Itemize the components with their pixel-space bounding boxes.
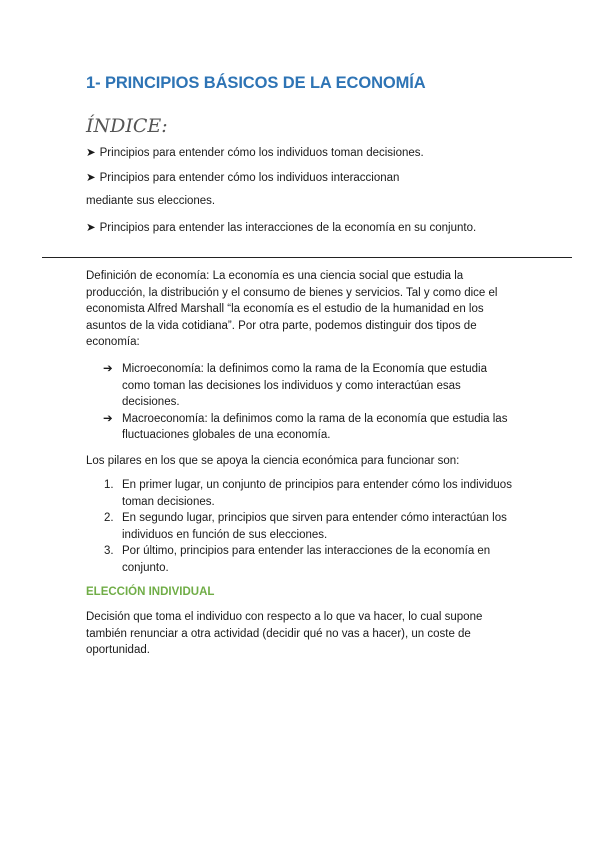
definition-paragraph: Definición de economía: La economía es una ciencia social que estudia la producción, la distribución y el consumo de bienes y servicios. Tal y como dice el economista Alfred Marshall “la economía es el estudio de la humanidad en los asuntos de la vida cotidiana”. Por otra parte, podemos distinguir dos tipos de economía: bbox=[86, 270, 498, 349]
horizontal-divider bbox=[42, 257, 572, 258]
arrow-bullet-icon: ➤ bbox=[86, 147, 96, 159]
list-item bbox=[86, 411, 516, 444]
index-item-2 bbox=[86, 170, 399, 184]
section-body: Decisión que toma el individuo con respecto a lo que va hacer, lo cual supone también renunciar a otra actividad (decidir qué no vas a hacer), un coste de oportunidad. bbox=[86, 611, 483, 657]
arrow-bullet-icon: ➤ bbox=[86, 172, 96, 184]
section-heading: ELECCIÓN INDIVIDUAL bbox=[86, 586, 215, 598]
index-item-text: Principios para entender cómo los individuos interaccionan bbox=[99, 172, 400, 184]
list-number: 2. bbox=[104, 512, 114, 525]
list-item-text: Microeconomía: la definimos como la rama de la Economía que estudia como toman las decisiones los individuos y como interactúan esas decisiones. bbox=[122, 363, 487, 409]
arrow-right-icon: ➔ bbox=[103, 412, 113, 425]
index-item-2-continuation: mediante sus elecciones. bbox=[86, 195, 216, 207]
index-item-text: Principios para entender las interacciones de la economía en su conjunto. bbox=[99, 222, 477, 234]
pillars-list bbox=[86, 477, 516, 577]
list-item-text: En segundo lugar, principios que sirven para entender cómo interactúan los individuos en función de sus elecciones. bbox=[122, 512, 507, 541]
list-item-text: Por último, principios para entender las interacciones de la economía en conjunto. bbox=[122, 545, 491, 574]
page-title: 1- PRINCIPIOS BÁSICOS DE LA ECONOMÍA bbox=[86, 74, 426, 92]
list-item bbox=[86, 477, 516, 510]
arrow-right-icon: ➔ bbox=[103, 363, 113, 375]
list-number: 1. bbox=[104, 479, 114, 491]
list-item bbox=[86, 510, 516, 543]
list-number: 3. bbox=[104, 545, 114, 558]
pillars-intro: Los pilares en los que se apoya la ciencia económica para funcionar son: bbox=[86, 455, 460, 467]
list-item bbox=[86, 543, 516, 576]
economy-types-list bbox=[86, 361, 516, 444]
list-item-text: En primer lugar, un conjunto de principios para entender cómo los individuos toman decisiones. bbox=[122, 479, 512, 508]
index-title: ÍNDICE: bbox=[86, 115, 168, 137]
index-item-3 bbox=[86, 220, 476, 234]
arrow-bullet-icon: ➤ bbox=[86, 222, 96, 234]
list-item-text: Macroeconomía: la definimos como la rama de la economía que estudia las fluctuaciones globales de una economía. bbox=[122, 412, 508, 442]
index-item-text: Principios para entender cómo los individuos toman decisiones. bbox=[99, 147, 424, 159]
list-item bbox=[86, 361, 516, 411]
index-item-1 bbox=[86, 145, 424, 159]
